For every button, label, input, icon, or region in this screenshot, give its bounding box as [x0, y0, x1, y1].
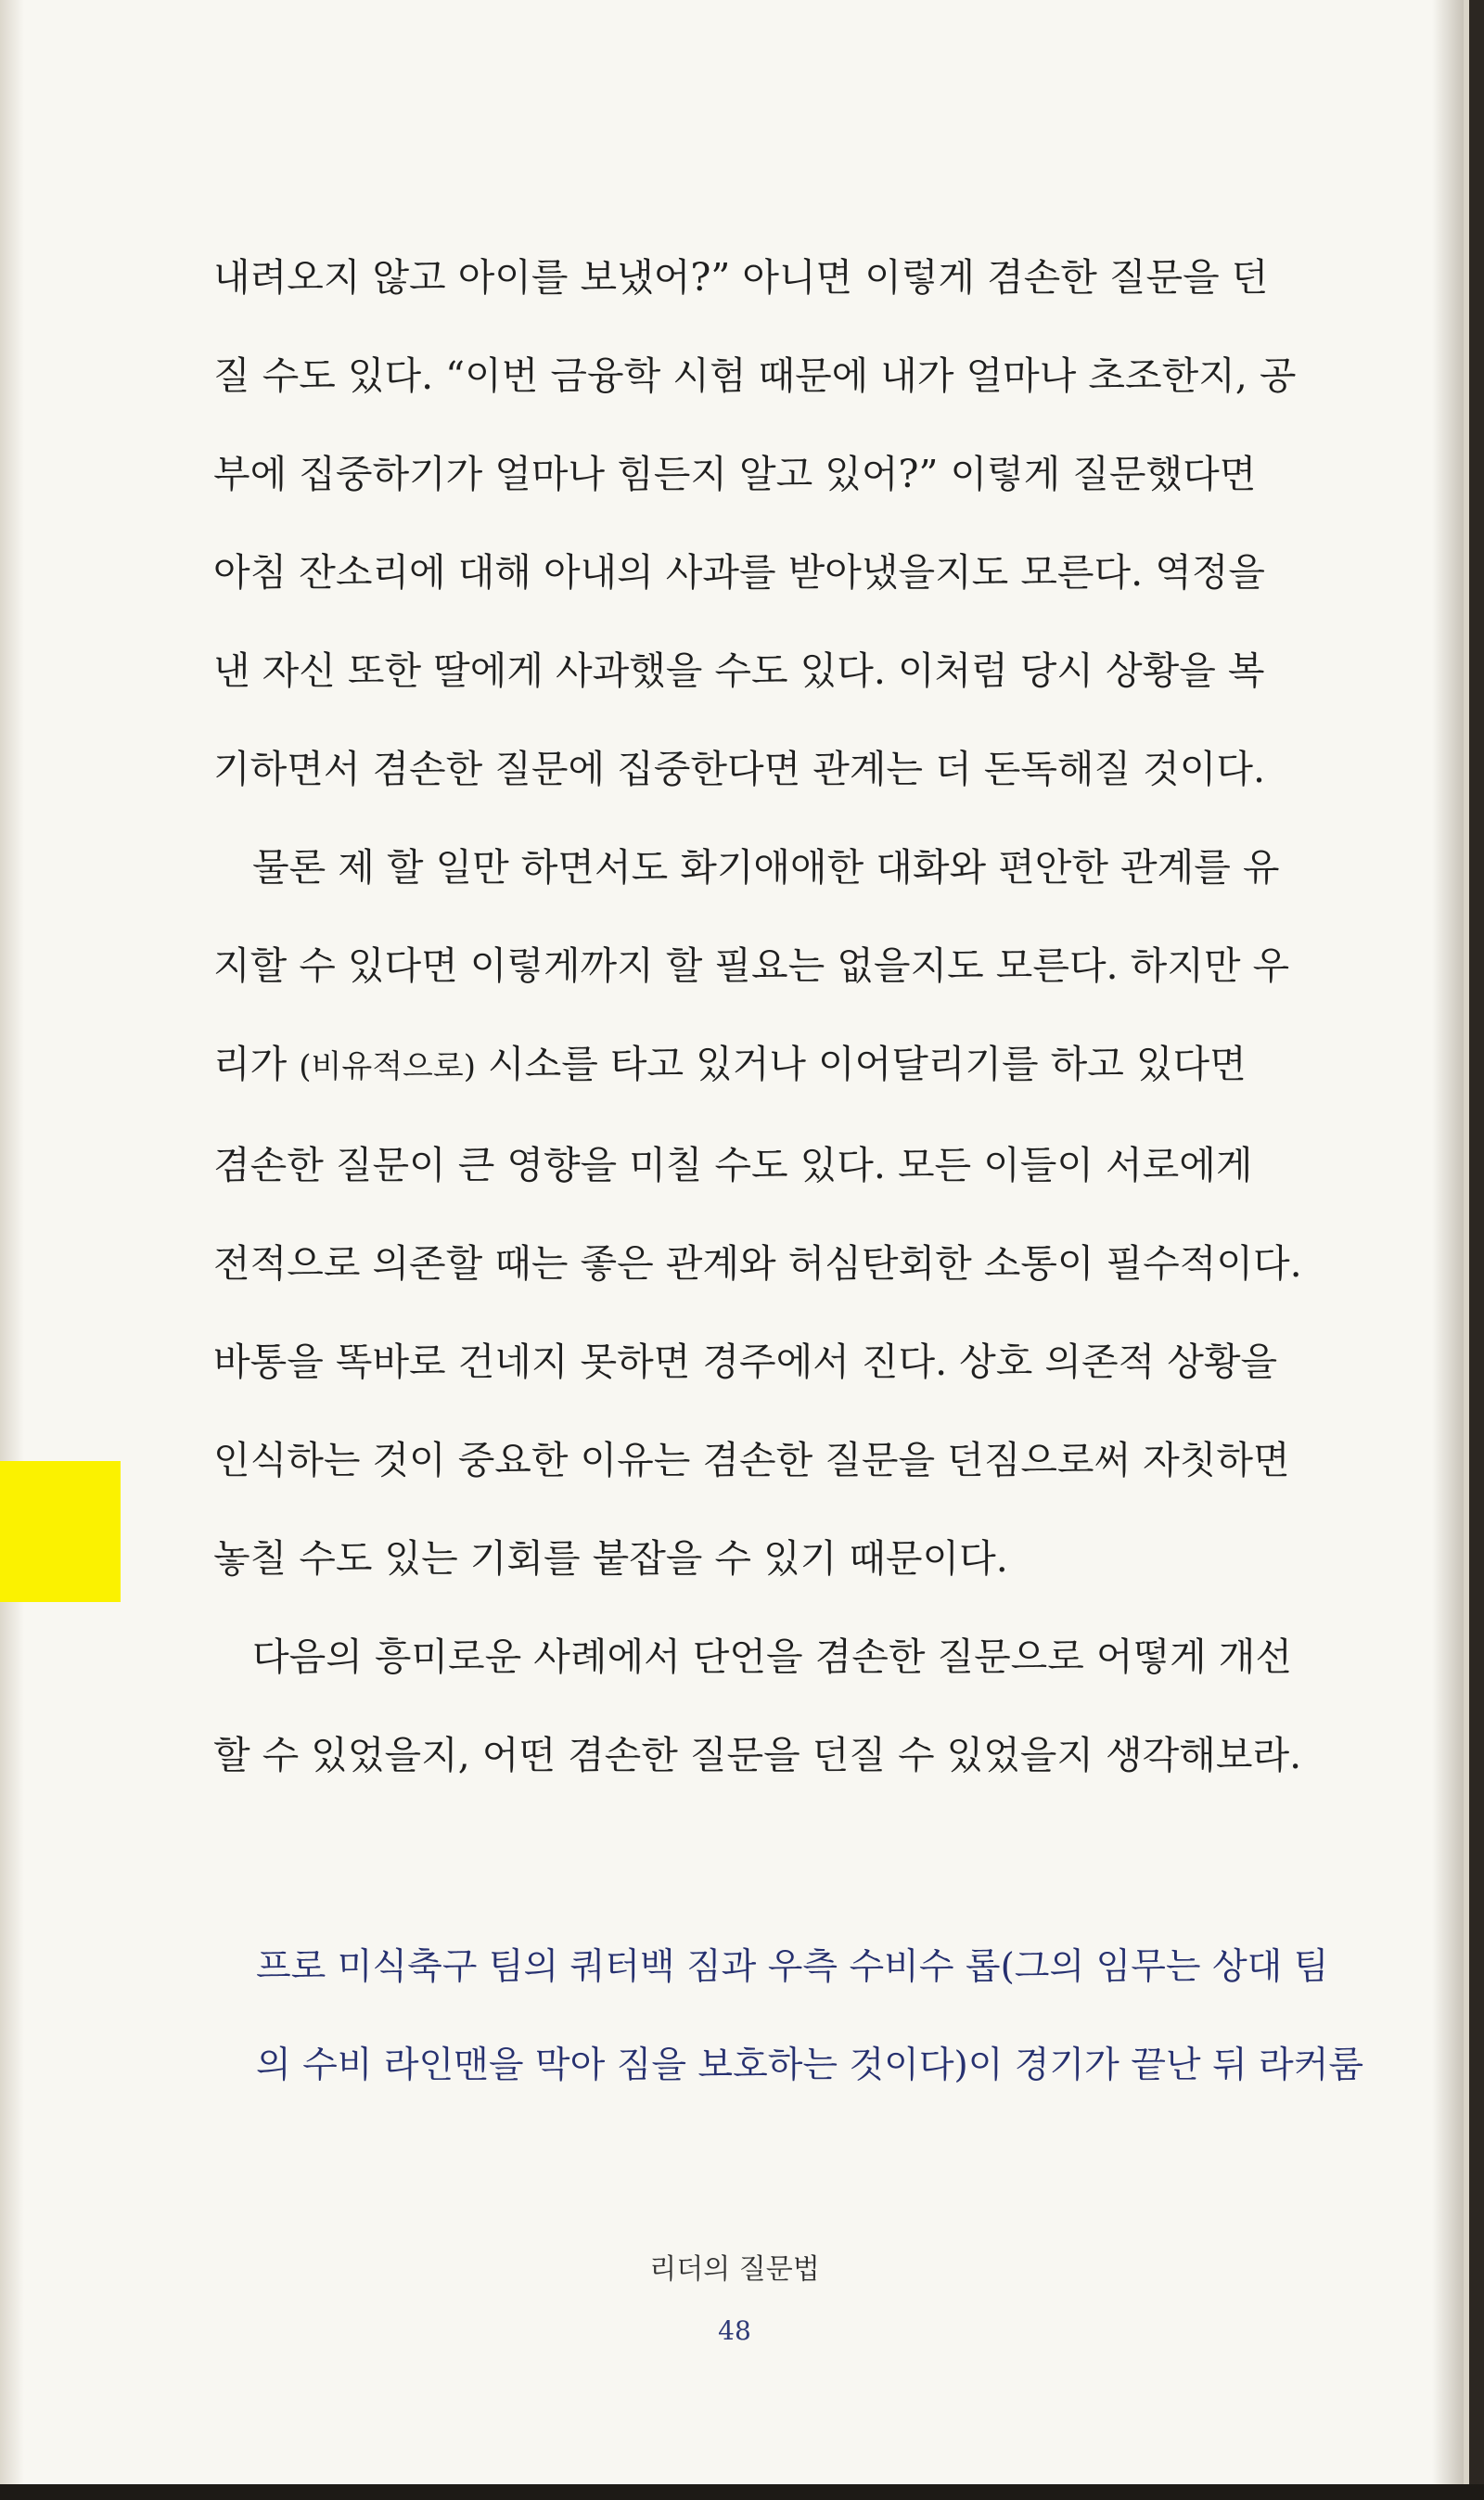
text-line: 전적으로 의존할 때는 좋은 관계와 허심탄회한 소통이 필수적이다.	[213, 1241, 1302, 1286]
text-line: 낸 자신 또한 딸에게 사과했을 수도 있다. 이처럼 당시 상황을 복	[213, 648, 1265, 693]
page-edge-shadow	[1432, 0, 1464, 2484]
text-line: 부에 집중하기가 얼마나 힘든지 알고 있어?” 이렇게 질문했다면	[213, 452, 1257, 496]
page-gutter-shadow	[0, 0, 24, 2484]
text-fragment: 시소를 타고 있거나 이어달리기를 하고 있다면	[476, 1042, 1247, 1086]
page-number: 48	[718, 2315, 751, 2346]
text-line	[213, 1015, 1373, 1116]
text-line: 내려오지 않고 아이를 보냈어?” 아니면 이렇게 겸손한 질문을 던	[213, 255, 1269, 300]
example-line: 프로 미식축구 팀의 쿼터백 짐과 우측 수비수 롭(그의 임무는 상대 팀	[256, 1946, 1329, 1988]
text-line: 아침 잔소리에 대해 아내의 사과를 받아냈을지도 모른다. 역정을	[213, 550, 1266, 595]
example-line: 의 수비 라인맨을 막아 짐을 보호하는 것이다)이 경기가 끝난 뒤 라커룸	[256, 2045, 1364, 2086]
main-text	[213, 228, 1373, 1804]
yellow-tab-marker	[0, 1461, 121, 1602]
text-line: 놓칠 수도 있는 기회를 붙잡을 수 있기 때문이다.	[213, 1536, 1008, 1581]
text-line: 할 수 있었을지, 어떤 겸손한 질문을 던질 수 있었을지 생각해보라.	[213, 1733, 1302, 1777]
text-line: 기하면서 겸손한 질문에 집중한다면 관계는 더 돈독해질 것이다.	[213, 747, 1266, 791]
text-line: 질 수도 있다. “이번 금융학 시험 때문에 내가 얼마나 초조한지, 공	[213, 353, 1297, 398]
text-line: 다음의 흥미로운 사례에서 단언을 겸손한 질문으로 어떻게 개선	[252, 1635, 1292, 1679]
desk-surface-edge	[0, 2484, 1484, 2500]
example-box-text	[256, 1918, 1373, 2115]
text-line: 바통을 똑바로 건네지 못하면 경주에서 진다. 상호 의존적 상황을	[213, 1340, 1278, 1384]
small-parenthetical: (비유적으로)	[299, 1048, 476, 1085]
text-line: 인식하는 것이 중요한 이유는 겸손한 질문을 던짐으로써 자칫하면	[213, 1438, 1290, 1482]
text-line: 겸손한 질문이 큰 영향을 미칠 수도 있다. 모든 이들이 서로에게	[213, 1143, 1253, 1187]
book-title: 리더의 질문법	[649, 2253, 820, 2286]
text-fragment: 리가	[213, 1042, 300, 1086]
text-line: 지할 수 있다면 이렇게까지 할 필요는 없을지도 모른다. 하지만 우	[213, 943, 1290, 988]
text-line: 물론 제 할 일만 하면서도 화기애애한 대화와 편안한 관계를 유	[252, 845, 1280, 890]
